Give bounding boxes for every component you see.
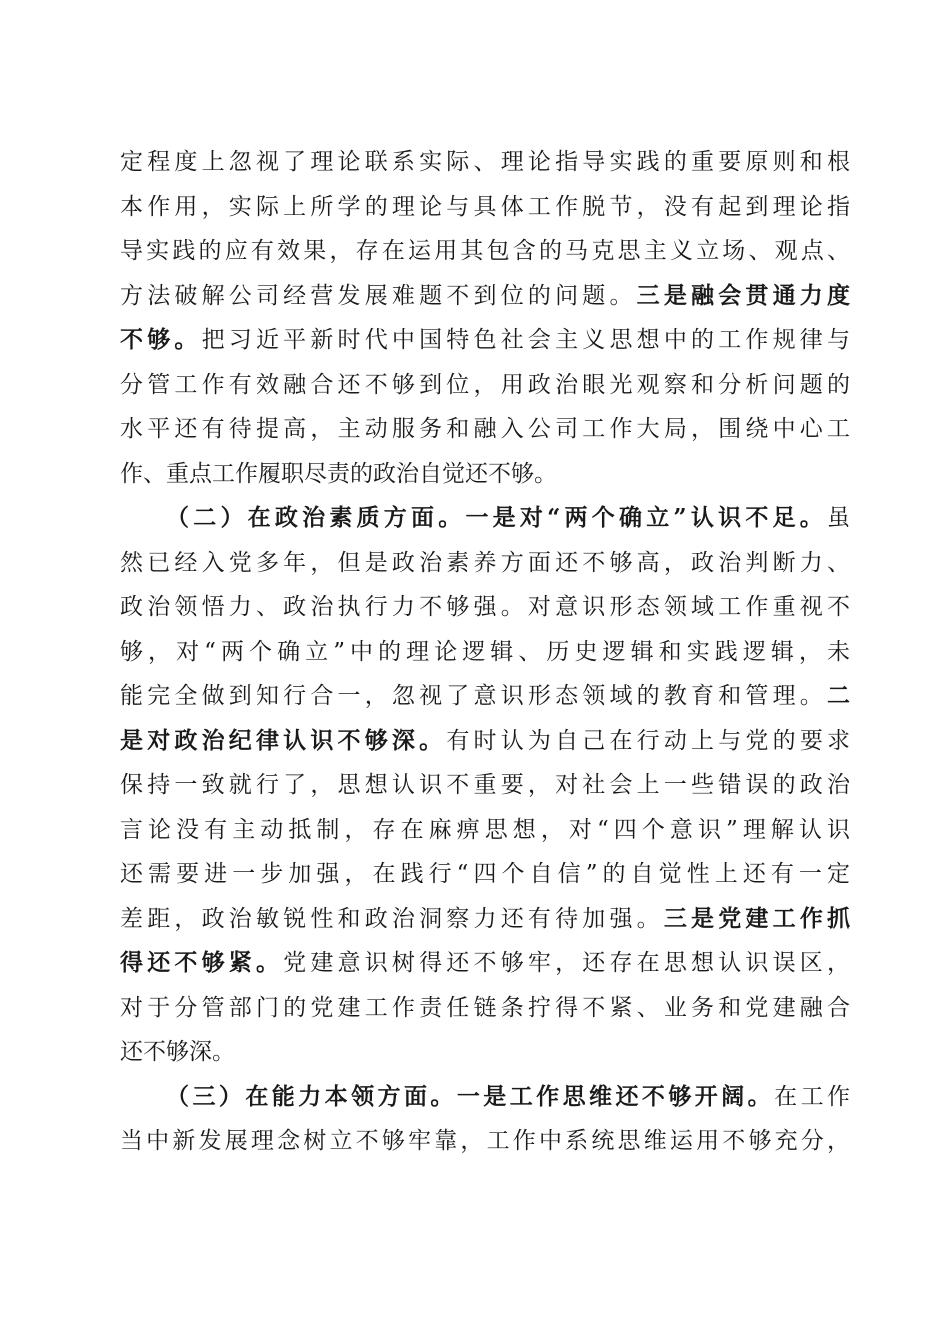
bold-text-segment: 是对政治纪律认识不够深。 (120, 726, 447, 754)
text-line (120, 719, 850, 764)
text-segment: 把习近平新时代中国特色社会主义思想中的工作规律与 (201, 327, 851, 353)
bold-text-segment: 三是融会贯通力度 (636, 281, 851, 309)
text-line (120, 630, 850, 675)
text-segment: 能完全做到知行合一，忽视了意识形态领域的教育和管理。 (120, 683, 827, 709)
text-segment: 导实践的应有效果，存在运用其包含的马克思主义立场、观点、 (120, 238, 850, 264)
text-line (120, 274, 850, 319)
text-segment: 当中新发展理念树立不够牢靠，工作中系统思维运用不够充分， (120, 1128, 850, 1154)
text-line (120, 763, 850, 808)
text-line (120, 941, 850, 986)
bold-text-segment: 三是党建工作抓 (663, 904, 851, 932)
text-line (120, 674, 850, 719)
text-line (120, 140, 850, 185)
text-segment: 分管工作有效融合还不够到位，用政治眼光观察和分析问题的 (120, 371, 850, 398)
bold-text-segment: 一是对“两个确立”认识不足。 (465, 504, 827, 531)
text-line (120, 541, 850, 586)
bold-text-segment: 二 (827, 682, 850, 709)
text-segment: 方法破解公司经营发展难题不到位的问题。 (120, 282, 637, 309)
text-line (120, 363, 850, 408)
text-segment: 作、重点工作履职尽责的政治自觉还不够。 (120, 460, 557, 487)
text-line (120, 1030, 850, 1075)
text-line (120, 229, 850, 274)
text-segment: 定程度上忽视了理论联系实际、理论指导实践的重要原则和根 (120, 149, 850, 175)
text-segment: 然已经入党多年，但是政治素养方面还不够高，政治判断力、 (120, 549, 850, 576)
text-segment: 虽 (827, 505, 850, 531)
text-segment: 够，对“两个确立”中的理论逻辑、历史逻辑和实践逻辑，未 (120, 638, 850, 665)
text-line (120, 986, 850, 1031)
bold-text-segment: 不够。 (120, 326, 202, 353)
text-segment: 政治领悟力、政治执行力不够强。对意识形态领域工作重视不 (120, 594, 850, 620)
text-segment: 水平还有待提高，主动服务和融入公司工作大局，围绕中心工 (120, 416, 850, 442)
text-segment: 差距，政治敏锐性和政治洞察力还有待加强。 (120, 905, 664, 932)
text-line (120, 407, 850, 452)
text-segment: 言论没有主动抵制，存在麻痹思想，对“四个意识”理解认识 (120, 816, 850, 843)
paragraph-3 (120, 1075, 850, 1164)
text-line (120, 318, 850, 363)
text-line (120, 496, 850, 541)
text-line (120, 452, 850, 497)
text-line (120, 852, 850, 897)
section-heading: （二）在政治素质方面。 (166, 504, 466, 531)
text-line (120, 1075, 850, 1120)
bold-text-segment: 得还不够紧。 (120, 949, 284, 976)
text-segment: 保持一致就行了，思想认识不重要，对社会上一些错误的政治 (120, 772, 850, 798)
section-heading: （三）在能力本领方面。 (166, 1082, 457, 1110)
text-segment: 还不够深。 (120, 1039, 235, 1065)
paragraph-2 (120, 496, 850, 1075)
text-line (120, 185, 850, 230)
text-line (120, 808, 850, 853)
text-line (120, 1119, 850, 1164)
paragraph-1 (120, 140, 850, 496)
text-segment: 对于分管部门的党建工作责任链条拧得不紧、业务和党建融合 (120, 994, 850, 1021)
body-text (120, 140, 850, 1164)
text-line (120, 585, 850, 630)
text-line (120, 897, 850, 942)
text-segment: 本作用，实际上所学的理论与具体工作脱节，没有起到理论指 (120, 193, 850, 220)
text-segment: 有时认为自己在行动上与党的要求 (446, 727, 851, 754)
text-segment: 在工作 (774, 1083, 851, 1110)
text-segment: 还需要进一步加强，在践行“四个自信”的自觉性上还有一定 (120, 861, 850, 887)
text-segment: 党建意识树得还不够牢，还存在思想认识误区， (283, 950, 851, 976)
bold-text-segment: 一是工作思维还不够开阔。 (456, 1082, 775, 1110)
